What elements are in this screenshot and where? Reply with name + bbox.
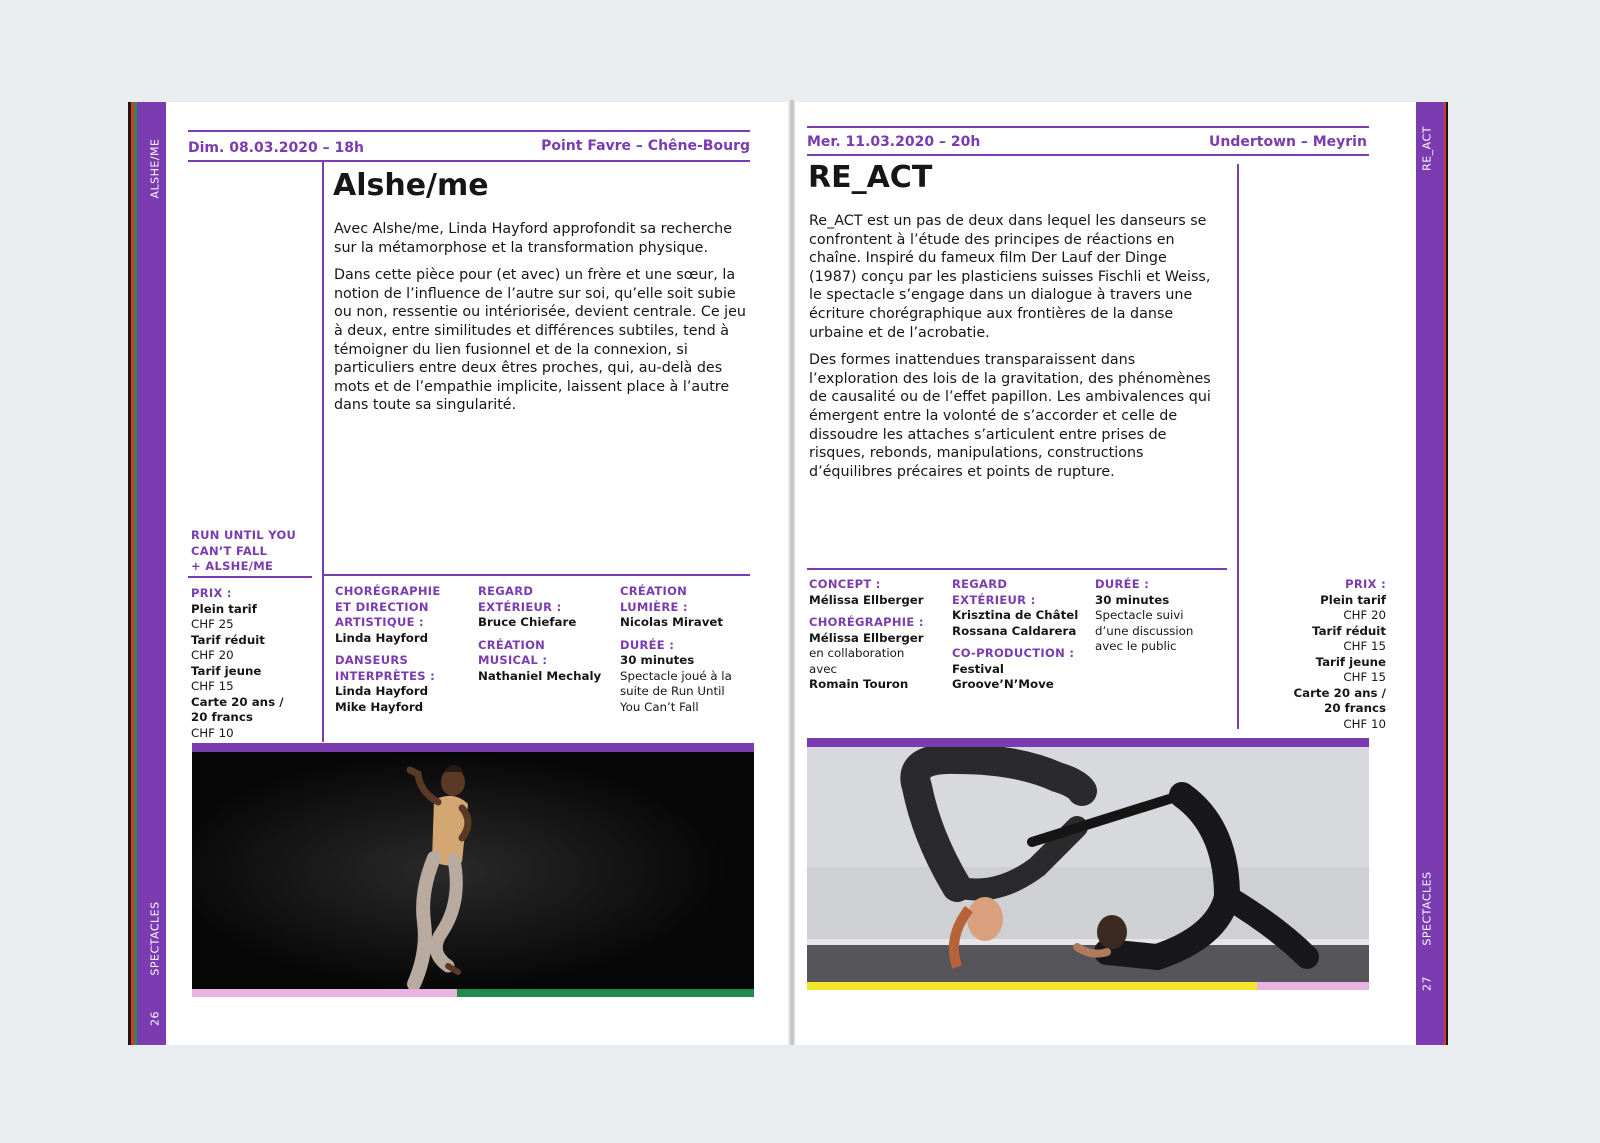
credit-label: DANSEURS xyxy=(335,653,409,667)
carte-label-2: 20 francs xyxy=(191,710,253,724)
left-header-venue: Point Favre – Chêne-Bourg xyxy=(541,138,750,154)
tarif-reduit-value: CHF 15 xyxy=(1343,639,1386,653)
credit-value: Bruce Chiefare xyxy=(478,615,577,629)
combo-line-3: + ALSHE/ME xyxy=(191,559,274,573)
credit-value: Linda Hayford xyxy=(335,684,429,698)
credit-value: 30 minutes xyxy=(620,653,695,667)
credit-value: Groove’N’Move xyxy=(952,677,1054,691)
credit-concept xyxy=(809,577,924,693)
right-tab-section: SPECTACLES xyxy=(1420,871,1434,946)
carte-label-2: 20 francs xyxy=(1324,701,1386,715)
plein-tarif-label: Plein tarif xyxy=(191,601,257,616)
credit-note: suite de Run Until xyxy=(620,684,725,698)
right-credits-rule xyxy=(807,568,1227,570)
credit-label: CO-PRODUCTION : xyxy=(952,646,1075,660)
tarif-reduit-label: Tarif réduit xyxy=(1312,623,1386,638)
right-body xyxy=(809,212,1217,490)
right-paragraph-2: Des formes inattendues transparaissent dans l’exploration des lois de la gravitation, des phénomènes de causalité ou de l’effet papillon. Les ambivalences qui émergent entre la volonté de s’accorder et celle de dissoudre les attaches s’articulent entre prises de risques, rebonds, manipulations, constructions d’équilibres précaires et points de rupture. xyxy=(809,352,1211,480)
credit-note: d’une discussion xyxy=(1095,623,1194,638)
left-header-rule-top xyxy=(188,130,750,132)
left-dancer-photo xyxy=(192,752,754,989)
plein-tarif-value: CHF 20 xyxy=(1343,608,1386,622)
right-header-venue: Undertown – Meyrin xyxy=(1209,134,1367,150)
right-photo-top-band xyxy=(807,738,1369,747)
credit-value: Nathaniel Mechaly xyxy=(478,668,602,683)
credit-note: Spectacle joué à la xyxy=(620,668,732,683)
right-purple-tab xyxy=(1416,102,1438,1045)
credit-label: CRÉATION xyxy=(620,584,688,598)
left-photo-top-band xyxy=(192,743,754,752)
credit-value: Krisztina de Châtel xyxy=(952,608,1079,622)
tarif-jeune-value: CHF 15 xyxy=(191,679,234,693)
tarif-reduit-value: CHF 20 xyxy=(191,648,234,662)
credit-label: CONCEPT : xyxy=(809,577,881,591)
credit-value: Mélissa Ellberger xyxy=(809,592,924,607)
booklet-spread xyxy=(128,100,1458,1045)
right-header-rule-bottom xyxy=(807,154,1369,156)
credit-label: CHORÉGRAPHIE xyxy=(335,584,441,598)
plein-tarif-label: Plein tarif xyxy=(1320,592,1386,607)
right-title: RE_ACT xyxy=(808,160,933,195)
dancer-illustration xyxy=(192,752,754,989)
left-sidebar-rule xyxy=(188,576,312,578)
plein-tarif-value: CHF 25 xyxy=(191,617,234,631)
credit-label: CRÉATION xyxy=(478,637,546,652)
carte-value: CHF 10 xyxy=(1343,716,1386,731)
credit-note: avec xyxy=(809,661,837,676)
credit-value: Mélissa Ellberger xyxy=(809,630,924,645)
credit-value: Nicolas Miravet xyxy=(620,615,724,629)
credit-label: EXTÉRIEUR : xyxy=(952,592,1036,607)
credit-value: Festival xyxy=(952,661,1004,676)
left-strip-pink xyxy=(192,989,457,997)
credit-value: Linda Hayford xyxy=(335,630,429,645)
right-prices xyxy=(1293,577,1386,732)
credit-value: Romain Touron xyxy=(809,677,909,691)
right-dancers-photo xyxy=(807,747,1369,982)
right-header-rule-top xyxy=(807,126,1369,128)
credit-lumiere xyxy=(620,584,732,715)
carte-value: CHF 10 xyxy=(191,725,234,740)
carte-label-1: Carte 20 ans / xyxy=(191,694,284,709)
right-paragraph-1: Re_ACT est un pas de deux dans lequel les danseurs se confrontent à l’étude des principes de réactions en chaîne. Inspiré du fameux film Der Lauf der Dinge (1987) conçu par les plasticiens suisses Fischli et Weiss, le spectacle s’engage dans un dialogue à travers une écriture chorégraphique aux frontières de la danse urbaine et de l’acrobatie. xyxy=(809,213,1211,341)
prices-label: PRIX : xyxy=(191,586,232,600)
left-credits-rule xyxy=(322,574,750,576)
left-page xyxy=(144,102,790,1045)
right-page-number: 27 xyxy=(1420,976,1434,991)
credit-regard-coprod xyxy=(952,577,1078,693)
tarif-jeune-label: Tarif jeune xyxy=(191,663,262,678)
left-paragraph-2: Dans cette pièce pour (et avec) un frère et une sœur, la notion de l’influence de l’autre sur soi, qu’elle soit subie ou non, ressentie ou intériorisée, devient centrale. Ce jeu à deux, entre similitudes et différences subtiles, tend à témoigner du lien fusionnel et de la connexion, si particuliers entre deux êtres proches, qui, au-delà des mots et de l’empathie implicite, laissent place à l’autre dans toute sa singularité. xyxy=(334,267,746,414)
left-purple-tab xyxy=(144,102,166,1045)
combo-line-1: RUN UNTIL YOU xyxy=(191,528,297,542)
credit-label: EXTÉRIEUR : xyxy=(478,599,562,614)
tarif-jeune-label: Tarif jeune xyxy=(1315,654,1386,669)
credit-label: REGARD xyxy=(478,584,534,598)
left-title: Alshe/me xyxy=(333,168,489,203)
credit-note: You Can’t Fall xyxy=(620,699,699,714)
left-header-rule-bottom xyxy=(188,160,750,162)
combo-offer xyxy=(191,528,296,575)
credit-choregraphie xyxy=(335,584,441,715)
credit-note: en collaboration xyxy=(809,646,905,660)
right-tab-title: RE_ACT xyxy=(1420,126,1434,171)
left-page-number: 26 xyxy=(148,1011,162,1026)
page-edges-left xyxy=(128,102,144,1045)
right-column-divider xyxy=(1237,164,1239,729)
credit-label: DURÉE : xyxy=(620,637,675,652)
acrobats-illustration xyxy=(807,747,1369,982)
prices-label: PRIX : xyxy=(1345,577,1386,591)
credit-label: REGARD xyxy=(952,577,1008,591)
credit-label: DURÉE : xyxy=(1095,577,1150,591)
credit-duree-right xyxy=(1095,577,1193,655)
credit-label: INTERPRÈTES : xyxy=(335,668,436,683)
left-tab-title: ALSHE/ME xyxy=(148,138,162,199)
left-prices xyxy=(191,586,284,741)
tarif-jeune-value: CHF 15 xyxy=(1343,670,1386,684)
carte-label-1: Carte 20 ans / xyxy=(1293,685,1386,700)
tarif-reduit-label: Tarif réduit xyxy=(191,632,265,647)
right-strip-pink xyxy=(1257,982,1369,990)
credit-value: Rossana Caldarera xyxy=(952,623,1077,638)
left-tab-section: SPECTACLES xyxy=(148,901,162,976)
left-column-divider xyxy=(322,162,324,742)
credit-value: Mike Hayford xyxy=(335,699,424,714)
right-header-date: Mer. 11.03.2020 – 20h xyxy=(807,134,981,150)
credit-value: 30 minutes xyxy=(1095,592,1170,607)
credit-note: avec le public xyxy=(1095,639,1177,653)
left-header-date: Dim. 08.03.2020 – 18h xyxy=(188,140,364,156)
left-body xyxy=(334,220,748,424)
right-page xyxy=(795,102,1438,1045)
left-strip-green xyxy=(457,989,754,997)
credit-label: ARTISTIQUE : xyxy=(335,615,424,629)
credit-note: Spectacle suivi xyxy=(1095,608,1184,622)
credit-label: CHORÉGRAPHIE : xyxy=(809,615,924,629)
credit-regard xyxy=(478,584,601,684)
combo-line-2: CAN’T FALL xyxy=(191,543,268,558)
right-strip-yellow xyxy=(807,982,1257,990)
credit-label: LUMIÈRE : xyxy=(620,599,688,614)
credit-label: ET DIRECTION xyxy=(335,599,429,614)
left-paragraph-1: Avec Alshe/me, Linda Hayford approfondit sa recherche sur la métamorphose et la transformation physique. xyxy=(334,221,733,256)
credit-label: MUSICAL : xyxy=(478,653,548,667)
page-edges-right xyxy=(1438,102,1448,1045)
